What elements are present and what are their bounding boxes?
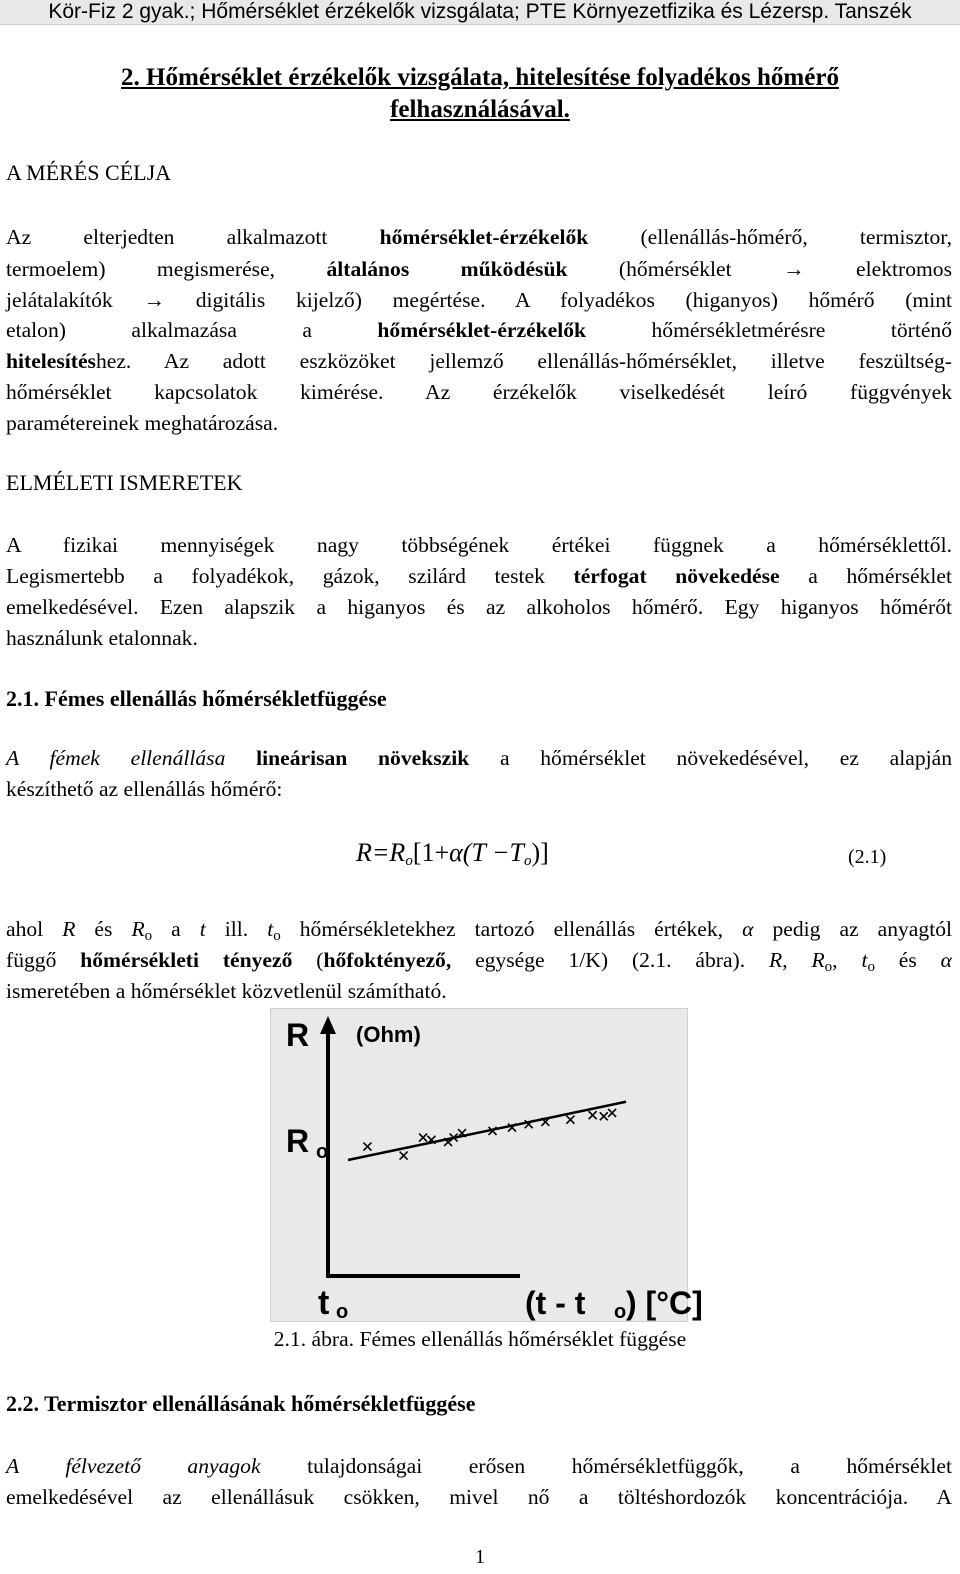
running-header: Kör-Fiz 2 gyak.; Hőmérséklet érzékelők vizsgálata; PTE Környezetfizika és Lézersp. Tanszék (0, 0, 960, 25)
equation-number: (2.1) (848, 846, 887, 868)
section-heading-metal: 2.1. Fémes ellenállás hőmérsékletfüggése (6, 686, 387, 711)
arrow-icon: → (783, 256, 805, 281)
y-axis-label: R (286, 1017, 310, 1053)
ro-label: R (286, 1123, 310, 1159)
x-axis-label-end: ) [°C] (626, 1285, 703, 1321)
arrow-icon: → (143, 287, 166, 312)
to-label-sub: o (336, 1301, 349, 1323)
metal-paragraph: A fémek ellenállása lineárisan növekszik a hőmérséklet növekedésével, ez alapján készíthető az ellenállás hőmérő: (6, 746, 952, 801)
section-heading-theory: ELMÉLETI ISMERETEK (6, 470, 243, 495)
goal-paragraph: Az elterjedten alkalmazott hőmérséklet-érzékelők (ellenállás-hőmérő, termisztor, termoelem) megismerése, általános működésük (hőmérséklet → elektromos jelátalakítók → digitális kijelző) megértése. A folyadékos (higanyos) hőmérő (mint etalon) alkalmazása a hőmérséklet-érzékelők hőmérsékletmérésre történő hitelesítéshez. Az adott eszközöket jellemző ellenállás-hőmérséklet, illetve feszültség- hőmérséklet kapcsolatok kimérése. Az érzékelők viselkedését leíró függvények paramétereinek meghatározása. (6, 225, 953, 435)
metal-paragraph-2: ahol R és $R_o$ a t ill. $t_o$ hőmérsékletekhez tartozó ellenállás értékek, α pedig az anyagtól függő hőmérsékleti tényező (hőfoktényező, egysége 1/K) (2.1. ábra). R, $R_o$, $t_o$ és α ismeretében a hőmérséklet közvetlenül számítható. (6, 917, 952, 1003)
section-heading-goal: A MÉRÉS CÉLJA (6, 160, 172, 185)
section-heading-thermistor: 2.2. Termisztor ellenállásának hőmérsékletfüggése (6, 1391, 476, 1416)
x-axis-label: (t - t (525, 1285, 586, 1321)
to-label: t (318, 1284, 330, 1322)
page-title-line-2: felhasználásával. (390, 96, 570, 123)
theory-paragraph: A fizikai mennyiségek nagy többségének értékei függnek a hőmérséklettől. Legismertebb a folyadékok, gázok, szilárd testek térfogat növekedése a hőmérséklet emelkedésével. Ezen alapszik a higanyos és az alkoholos hőmérő. Egy higanyos hőmérőt használunk etalonnak. (6, 533, 952, 650)
equation-2-1: $R=R_o[1+\alpha(T -T_o)]$ (356, 838, 549, 869)
thermistor-paragraph: A félvezető anyagok tulajdonságai erősen hőmérsékletfüggők, a hőmérséklet emelkedésével az ellenállásuk csökken, mivel nő a töltéshordozók koncentrációja. A (6, 1454, 952, 1509)
figure-caption: 2.1. ábra. Fémes ellenállás hőmérséklet függése (273, 1327, 687, 1351)
ro-label-sub: o (316, 1141, 329, 1163)
y-axis-unit: (Ohm) (356, 1022, 421, 1047)
page-title-line-1: 2. Hőmérséklet érzékelők vizsgálata, hitelesítése folyadékos hőmérő (121, 64, 839, 91)
page-number: 1 (475, 1546, 485, 1568)
x-axis-label-sub: o (614, 1301, 627, 1323)
figure-resistance-vs-temperature (270, 1008, 703, 1323)
